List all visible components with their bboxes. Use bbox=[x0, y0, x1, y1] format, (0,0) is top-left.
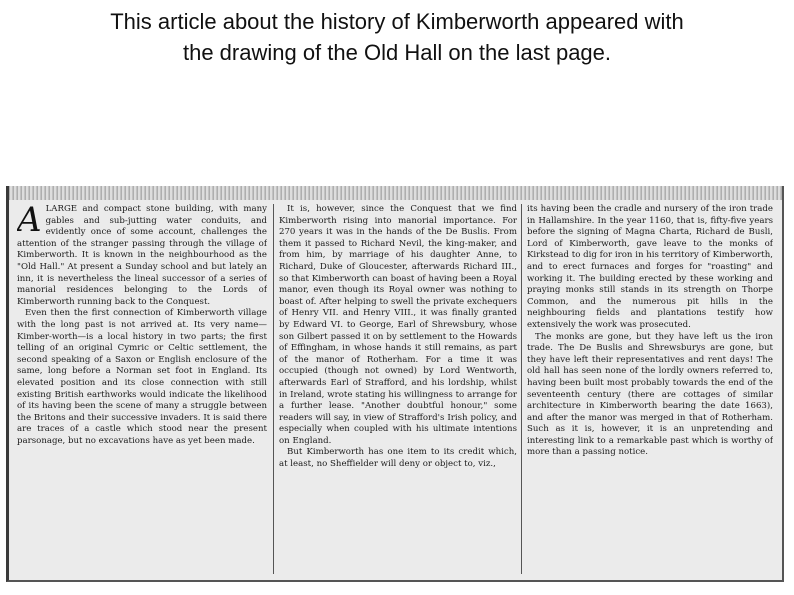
article-paragraph: Even then the first connection of Kimberworth village with the long past is not arrived at. Its very name—Kimber-worth—is a local history in two parts; the first telling of an original Cymric or Celtic settlement, the second speaking of a Saxon or English enclosure of the same, long before a Norman set foot in England. Its elevated position and its close connection with still existing British earthworks would indicate the likelihood of its having been the scene of many a struggle between the Britons and their successive invaders. It is said there are traces of a castle which stood near the present parsonage, but no excavations have as yet been made. bbox=[17, 308, 267, 446]
caption-line-1: This article about the history of Kimberworth appeared with bbox=[110, 9, 684, 34]
column-rule bbox=[273, 204, 274, 574]
caption-line-2: the drawing of the Old Hall on the last page. bbox=[182, 40, 612, 65]
article-column-2 bbox=[279, 204, 517, 576]
clipping-torn-edge bbox=[9, 186, 782, 200]
drop-cap: A bbox=[17, 204, 42, 240]
article-column-1 bbox=[17, 204, 267, 576]
article-paragraph: It is, however, since the Conquest that we find Kimberworth rising into manorial importance. For 270 years it was in the hands of the De Buslis. From them it passed to Richard Nevil, the king-maker, and from him, by marriage of his daughter Anne, to Richard, Duke of Gloucester, afterwards Richard III., so that Kimberworth can boast of having been a Royal manor, even though its Royal owner was nothing to boast of. After helping to swell the private exchequers of Henry VII. and Henry VIII., it was finally granted by Edward VI. to George, Earl of Shrewsbury, whose son Gilbert passed it on by settlement to the Howards of Effingham, in whose hands it still remains, as part of the manor of Rotherham. For a time it was occupied (though not owned) by Lord Wentworth, afterwards Earl of Strafford, and his lordship, whilst in Ireland, wrote stating his willingness to arrange for a further lease. "Another doubtful honour," some readers will say, in view of Strafford's Irish policy, and especially when coupled with his ultimate intentions on England. bbox=[279, 204, 517, 446]
paragraph-text: LARGE and compact stone building, with many gables and sub-jutting water conduits, and evidently once of some account, challenges the attention of the stranger passing through the village of Kimberworth. It is known in the neighbourhood as the "Old Hall." At present a Sunday school and but lately an inn, it is nevertheless the lineal successor of a series of manorial residences belonging to the Lords of Kimberworth running back to the Conquest. bbox=[17, 204, 267, 307]
article-paragraph bbox=[17, 204, 267, 308]
caption bbox=[0, 6, 794, 68]
article-paragraph: But Kimberworth has one item to its credit which, at least, no Sheffielder will deny or object to, viz., bbox=[279, 447, 517, 470]
article-paragraph: its having been the cradle and nursery of the iron trade in Hallamshire. In the year 1160, that is, fifty-five years before the signing of Magna Charta, Richard de Busli, Lord of Kimberworth, gave leave to the monks of Kirkstead to dig for iron in his territory of Kimberworth, and to erect furnaces and forges for "roasting" and working it. The building erected by these working and praying monks still stands in its strength on Thorpe Common, and the numerous pit hills in the neighbouring fields and plantations testify how extensively the work was prosecuted. bbox=[527, 204, 773, 330]
column-rule bbox=[521, 204, 522, 574]
article-column-3 bbox=[527, 204, 773, 576]
article-paragraph: The monks are gone, but they have left us the iron trade. The De Buslis and Shrewsburys are gone, but they have left their representatives and rent days! The old hall has seen none of the lordly owners referred to, having been built most probably towards the end of the seventeenth century (there are cottages of similar architecture in Kimberworth bearing the date 1663), and after the manor was merged in that of Rotherham. Such as it is, however, it is an unpretending and interesting link to a remarkable past which is worthy of more than a passing notice. bbox=[527, 331, 773, 458]
newspaper-clipping bbox=[6, 186, 784, 582]
